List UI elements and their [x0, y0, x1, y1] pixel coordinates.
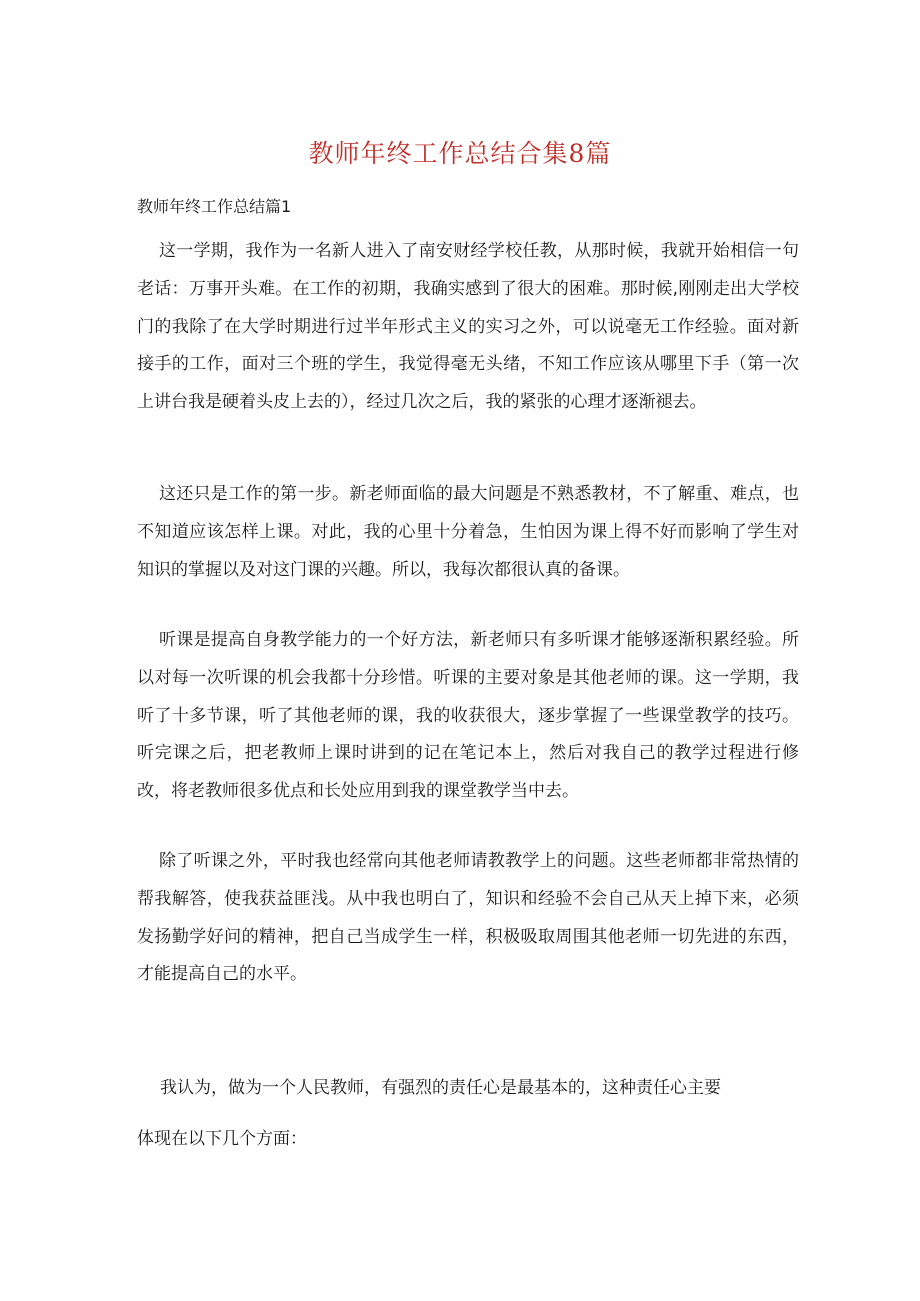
- paragraph-2-block: [137, 476, 799, 589]
- paragraph-3-block: [137, 622, 799, 811]
- closing-line-1: 我认为，做为一个人民教师，有强烈的责任心是最基本的，这种责任心主要: [160, 1078, 721, 1098]
- section-heading: 教师年终工作总结篇1: [137, 197, 292, 216]
- paragraph-4-block: [137, 843, 799, 994]
- paragraph-1-block: [137, 233, 799, 422]
- paragraph-4: 除了听课之外，平时我也经常向其他老师请教教学上的问题。这些老师都非常热情的帮我解答，使我获益匪浅。从中我也明白了，知识和经验不会自己从天上掉下来，必须发扬勤学好问的精神，把自己当成学生一样，积极吸取周围其他老师一切先进的东西，才能提高自己的水平。: [137, 851, 799, 985]
- paragraph-3: 听课是提高自身教学能力的一个好方法，新老师只有多听课才能够逐渐积累经验。所以对每一次听课的机会我都十分珍惜。听课的主要对象是其他老师的课。这一学期，我听了十多节课，听了其他老师的课，我的收获很大，逐步掌握了一些课堂教学的技巧。听完课之后，把老教师上课时讲到的记在笔记本上，然后对我自己的教学过程进行修改，将老教师很多优点和长处应用到我的课堂教学当中去。: [137, 630, 799, 802]
- paragraph-2: 这还只是工作的第一步。新老师面临的最大问题是不熟悉教材，不了解重、难点，也不知道应该怎样上课。对此，我的心里十分着急，生怕因为课上得不好而影响了学生对知识的掌握以及对这门课的兴趣。所以，我每次都很认真的备课。: [137, 484, 799, 580]
- paragraph-1: 这一学期，我作为一名新人进入了南安财经学校任教，从那时候，我就开始相信一句老话：万事开头难。在工作的初期，我确实感到了很大的困难。那时候,刚刚走出大学校门的我除了在大学时期进行过半年形式主义的实习之外，可以说毫无工作经验。面对新接手的工作，面对三个班的学生，我觉得毫无头绪，不知工作应该从哪里下手（第一次上讲台我是硬着头皮上去的），经过几次之后，我的紧张的心理才逐渐褪去。: [137, 241, 799, 413]
- document-title: 教师年终工作总结合集8篇: [308, 139, 612, 168]
- closing-line-2: 体现在以下几个方面：: [137, 1129, 307, 1149]
